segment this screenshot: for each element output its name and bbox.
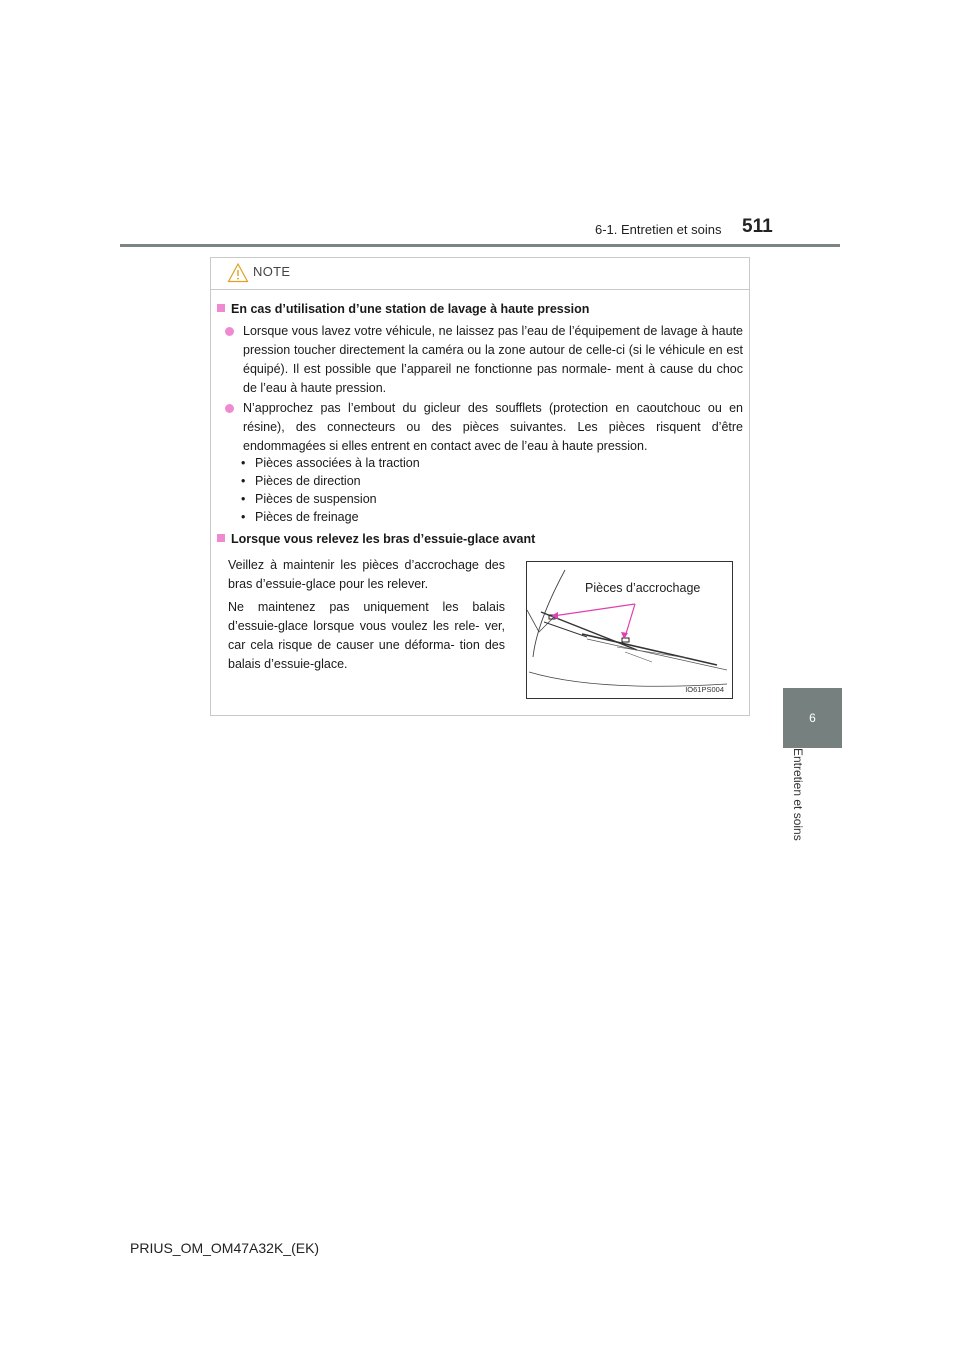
chapter-number: 6	[809, 711, 816, 725]
note-title: NOTE	[253, 264, 291, 279]
section-heading-text: Lorsque vous relevez les bras d’essuie-glace avant	[231, 532, 536, 546]
bullet-text: Lorsque vous lavez votre véhicule, ne laissez pas l’eau de l’équipement de lavage à haute pression toucher directement la caméra ou la zone autour de celle-ci (si le véhicule en est équipé). Il est possible que l’appareil ne fonctionne pas normale- ment à cause du choc de l’eau à haute pression.	[243, 324, 743, 395]
chapter-title: Entretien et soins	[791, 748, 805, 841]
chapter-side-label	[787, 748, 807, 860]
note-box	[210, 257, 750, 716]
note-header	[211, 258, 749, 290]
header-rule	[120, 244, 840, 247]
section-heading-high-pressure	[217, 302, 589, 316]
list-item: • Pièces de suspension	[241, 492, 377, 506]
paragraph-hold-hooks: Veillez à maintenir les pièces d’accrochage des bras d’essuie-glace pour les relever.	[228, 558, 505, 591]
figure-code: IO61PS004	[685, 685, 724, 694]
bullet-text: N’approchez pas l’embout du gicleur des soufflets (protection en caoutchouc ou en résine), des connecteurs ou des pièces suivantes. Les pièces risquent d’être endommagées si elles entrent en contact avec de l’eau à haute pression.	[243, 401, 743, 453]
list-item: • Pièces associées à la traction	[241, 456, 420, 470]
header-section-title: 6-1. Entretien et soins	[595, 222, 722, 237]
list-item: • Pièces de direction	[241, 474, 361, 488]
page-number: 511	[742, 216, 773, 237]
pink-square-icon	[217, 304, 225, 312]
section-heading-wiper-arms	[217, 532, 535, 546]
pink-square-icon	[217, 534, 225, 542]
callout-label: Pièces d’accrochage	[585, 581, 701, 595]
wiper-illustration	[526, 561, 733, 699]
list-item: • Pièces de freinage	[241, 510, 359, 524]
section-heading-text: En cas d’utilisation d’une station de lavage à haute pression	[231, 302, 590, 316]
parts-list	[241, 454, 420, 526]
pink-dot-icon	[225, 404, 234, 413]
bullet-nozzle	[225, 399, 743, 456]
pink-dot-icon	[225, 327, 234, 336]
paragraph-do-not-hold-blades: Ne maintenez pas uniquement les balais d’essuie-glace lorsque vous voulez les rele- ver, car cela risque de causer une déforma- tion des balais d’essuie-glace.	[228, 600, 505, 671]
chapter-tab[interactable]	[783, 688, 842, 748]
bullet-camera	[225, 322, 743, 398]
footer-doc-code: PRIUS_OM_OM47A32K_(EK)	[130, 1240, 320, 1256]
warning-triangle-icon	[227, 262, 249, 284]
